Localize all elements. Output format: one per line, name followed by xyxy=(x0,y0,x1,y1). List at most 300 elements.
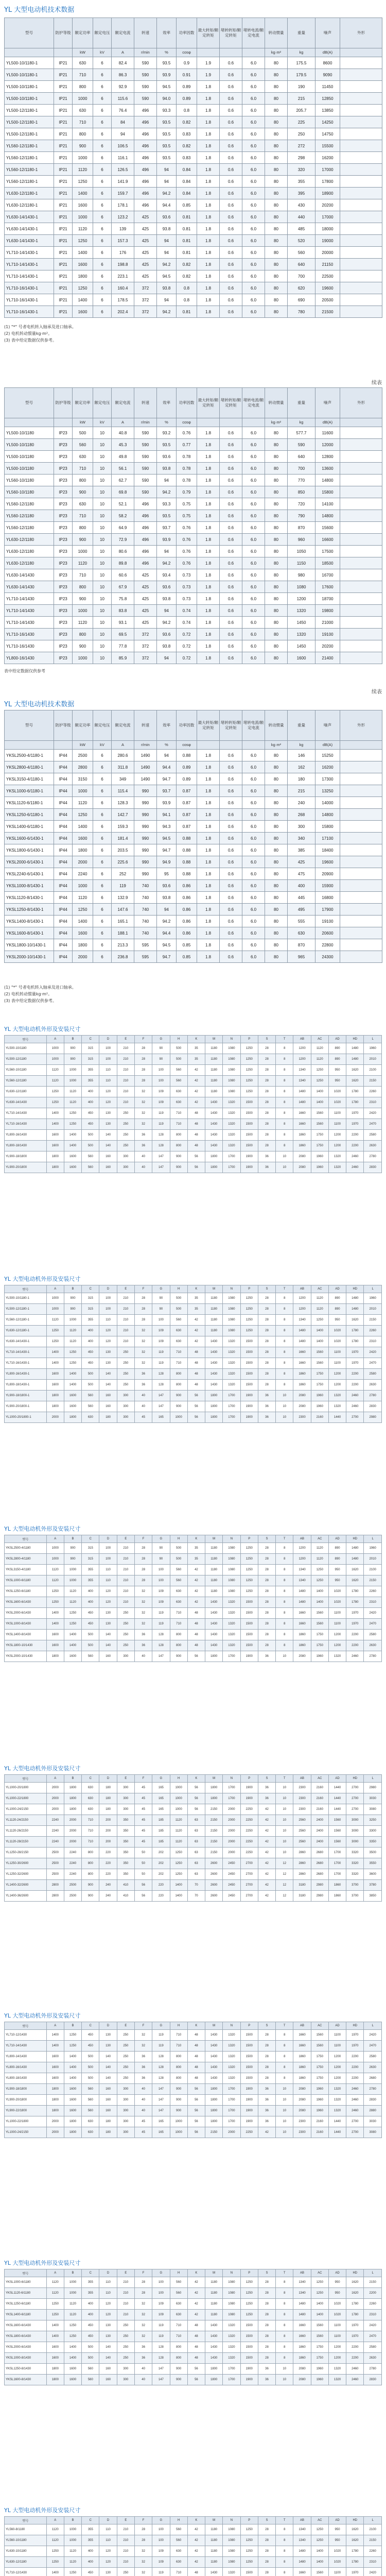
column-header: F xyxy=(134,1036,152,1043)
value-cell: 165 xyxy=(152,1793,170,1804)
value-cell: 3350 xyxy=(364,1837,382,1848)
value-cell: 8 xyxy=(276,2535,293,2546)
value-cell xyxy=(340,176,382,188)
value-cell: 2460 xyxy=(346,1391,364,1401)
value-cell: 1400 xyxy=(46,1108,64,1119)
value-cell: 1700 xyxy=(223,1401,240,1412)
value-cell: IP23 xyxy=(54,439,73,451)
value-cell: 10 xyxy=(93,522,112,534)
value-cell xyxy=(340,617,382,629)
value-cell xyxy=(340,904,382,916)
value-cell: 1700 xyxy=(223,1783,240,1793)
value-cell: 1.8 xyxy=(197,939,220,951)
column-header: K xyxy=(187,1775,205,1783)
value-cell: 188.1 xyxy=(112,927,134,939)
unit-header: cosφ xyxy=(177,418,197,427)
value-cell: 400 xyxy=(82,1597,99,1608)
value-cell: 1080 xyxy=(223,2557,240,2568)
value-cell: 496 xyxy=(134,164,157,176)
value-cell: 1100 xyxy=(328,2331,346,2342)
value-cell: 128 xyxy=(152,2353,170,2364)
value-cell: 1340 xyxy=(293,2524,311,2535)
value-cell: 300 xyxy=(117,1651,134,1662)
value-cell: 28 xyxy=(258,1380,275,1391)
value-cell: 159.3 xyxy=(112,821,134,833)
value-cell: 1080 xyxy=(288,581,315,593)
value-cell: 1400 xyxy=(73,247,93,259)
value-cell: 10 xyxy=(276,1826,293,1837)
value-cell: 160 xyxy=(99,2364,117,2375)
value-cell: 0.6 xyxy=(220,81,242,93)
column-header: H xyxy=(170,1285,187,1293)
value-cell: 2580 xyxy=(364,1630,382,1640)
value-cell: 1700 xyxy=(223,2084,240,2095)
value-cell: 28 xyxy=(258,2342,275,2353)
value-cell: 315 xyxy=(82,1304,99,1315)
value-cell: 1860 xyxy=(293,1130,311,1141)
value-cell: 1960 xyxy=(364,1043,382,1054)
value-cell: 950 xyxy=(328,2524,346,2535)
value-cell: 2470 xyxy=(364,1119,382,1130)
value-cell: 42 xyxy=(258,1804,275,1815)
value-cell: 1080 xyxy=(223,1043,240,1054)
value-cell: 0.6 xyxy=(220,892,242,904)
column-header: AD xyxy=(328,1535,346,1543)
model-cell: YKSL3150-4/1180-1 xyxy=(5,773,54,785)
model-cell: YL800-14/1430 xyxy=(5,2052,47,2062)
column-header: 功率因数 xyxy=(177,388,197,418)
table-row xyxy=(5,904,382,916)
value-cell: 900 xyxy=(73,593,93,605)
value-cell: 2000 xyxy=(223,1815,240,1826)
column-header: A xyxy=(46,2022,64,2030)
value-cell: 80 xyxy=(265,581,288,593)
model-cell: YL560-10/1180 xyxy=(5,486,54,498)
value-cell: 560 xyxy=(170,2535,187,2546)
value-cell: 496 xyxy=(134,522,157,534)
value-cell: 1560 xyxy=(311,1108,328,1119)
value-cell: 1080 xyxy=(223,1293,240,1304)
value-cell: 560 xyxy=(82,2095,99,2106)
value-cell: 250 xyxy=(117,2568,134,2576)
value-cell: 500 xyxy=(73,427,93,439)
value-cell: 6.0 xyxy=(242,211,265,223)
value-cell: 8 xyxy=(276,2041,293,2052)
value-cell xyxy=(340,809,382,821)
value-cell: IP44 xyxy=(54,821,73,833)
value-cell: 17300 xyxy=(315,773,340,785)
value-cell: 1430 xyxy=(205,1640,223,1651)
value-cell xyxy=(340,773,382,785)
value-cell: 28 xyxy=(134,1543,152,1554)
table-row xyxy=(5,2557,382,2568)
column-header: 重量 xyxy=(288,18,315,48)
value-cell: 94.4 xyxy=(157,761,177,773)
value-cell: 140 xyxy=(99,2052,117,2062)
value-cell: 0.84 xyxy=(177,164,197,176)
value-cell: 2250 xyxy=(240,1848,258,1858)
value-cell: 40 xyxy=(134,1151,152,1162)
value-cell: 1750 xyxy=(311,2062,328,2073)
value-cell: 1080 xyxy=(223,2535,240,2546)
value-cell: 42 xyxy=(258,1880,275,1891)
value-cell: IP23 xyxy=(54,546,73,557)
value-cell: 2780 xyxy=(364,1151,382,1162)
model-cell: YL710-14/1430-1 xyxy=(5,270,54,282)
value-cell: 1.8 xyxy=(197,569,220,581)
value-cell: 28 xyxy=(258,1087,275,1097)
value-cell: 2310 xyxy=(364,2310,382,2320)
model-cell: YL710-16/1430-1 xyxy=(5,282,54,294)
table-row xyxy=(5,797,382,809)
value-cell: 10 xyxy=(93,593,112,605)
value-cell: 1600 xyxy=(46,1130,64,1141)
value-cell: 630 xyxy=(170,1087,187,1097)
value-cell: 1250 xyxy=(240,1543,258,1554)
value-cell: 120 xyxy=(99,1586,117,1597)
value-cell: 1660 xyxy=(293,2041,311,2052)
value-cell: 315 xyxy=(82,1543,99,1554)
column-header: T xyxy=(276,1535,293,1543)
value-cell: 42 xyxy=(187,1575,205,1586)
table-row xyxy=(5,2568,382,2576)
value-cell: 300 xyxy=(117,1804,134,1815)
column-header: 重量 xyxy=(288,710,315,741)
value-cell: 93.6 xyxy=(157,880,177,892)
model-cell: YL630-14/1430-1 xyxy=(5,235,54,247)
value-cell: 1400 xyxy=(73,188,93,199)
model-cell: YL630-14/1430-1 xyxy=(5,211,54,223)
value-cell: 0.86 xyxy=(177,927,197,939)
value-cell: 2700 xyxy=(346,1783,364,1793)
value-cell: 100 xyxy=(152,2524,170,2535)
value-cell: 2830 xyxy=(364,2375,382,2385)
value-cell: 165 xyxy=(152,2127,170,2138)
model-cell: YKSL1800-6/1430-1 xyxy=(5,844,54,856)
column-header: A xyxy=(46,1535,64,1543)
value-cell: 1080 xyxy=(223,2546,240,2557)
value-cell: 45 xyxy=(134,1793,152,1804)
value-cell: 6.0 xyxy=(242,463,265,474)
value-cell: 1800 xyxy=(46,2095,64,2106)
value-cell: 14100 xyxy=(315,498,340,510)
value-cell: 1.8 xyxy=(197,270,220,282)
value-cell: 21500 xyxy=(315,306,340,318)
value-cell: 210 xyxy=(117,1065,134,1076)
value-cell: 590 xyxy=(134,427,157,439)
model-cell: YKSL1600-6/1430 xyxy=(5,2320,47,2331)
value-cell: 42 xyxy=(258,1837,275,1848)
model-cell: YL710-14/1430 xyxy=(5,1108,47,1119)
value-cell: 1000 xyxy=(170,1793,187,1804)
value-cell: 70 xyxy=(187,1880,205,1891)
value-cell: 300 xyxy=(117,1783,134,1793)
value-cell: 1500 xyxy=(240,2342,258,2353)
column-header: 重量 xyxy=(288,388,315,418)
column-header: G xyxy=(152,1036,170,1043)
value-cell: 28 xyxy=(258,1586,275,1597)
value-cell: 1600 xyxy=(64,1391,81,1401)
value-cell: 165 xyxy=(152,1783,170,1793)
unit-header: kW xyxy=(73,741,93,750)
model-cell: YKSL1250-6/1180-1 xyxy=(5,809,54,821)
value-cell: 1700 xyxy=(223,2106,240,2116)
value-cell: 128 xyxy=(152,1640,170,1651)
value-cell: 0.6 xyxy=(220,474,242,486)
value-cell: 560 xyxy=(82,1391,99,1401)
value-cell: 0.6 xyxy=(220,856,242,868)
value-cell: 2000 xyxy=(46,1804,64,1815)
table-row xyxy=(5,2299,382,2310)
value-cell: 89.8 xyxy=(112,557,134,569)
value-cell: 220 xyxy=(152,1880,170,1891)
value-cell: 10 xyxy=(93,652,112,664)
value-cell: 106.5 xyxy=(112,140,134,152)
value-cell: 10 xyxy=(93,581,112,593)
value-cell: 120 xyxy=(99,1097,117,1108)
value-cell: 1.8 xyxy=(197,773,220,785)
value-cell: 203.5 xyxy=(112,844,134,856)
value-cell: 1180 xyxy=(205,2299,223,2310)
value-cell: 300 xyxy=(117,1793,134,1804)
value-cell: 0.6 xyxy=(220,951,242,963)
value-cell: 93.5 xyxy=(157,152,177,164)
value-cell: 1780 xyxy=(346,1336,364,1347)
value-cell: 2700 xyxy=(346,1412,364,1423)
model-cell: YL630-12/1180 xyxy=(5,546,54,557)
value-cell: 48 xyxy=(187,1108,205,1119)
value-cell: 0.6 xyxy=(220,557,242,569)
value-cell: 890 xyxy=(328,1554,346,1565)
value-cell: 1430 xyxy=(205,2568,223,2576)
value-cell: 1430 xyxy=(205,2342,223,2353)
value-cell: 24300 xyxy=(315,951,340,963)
value-cell: 1200 xyxy=(328,2342,346,2353)
model-cell: YL630-14/1430 xyxy=(5,1097,47,1108)
value-cell: 3000 xyxy=(346,1815,364,1826)
model-cell: YL710-16/1430-1 xyxy=(5,294,54,306)
value-cell: 80 xyxy=(265,629,288,640)
model-cell: YKSL1000-6/1180 xyxy=(5,1575,47,1586)
value-cell: 94 xyxy=(157,546,177,557)
value-cell: 128 xyxy=(152,1630,170,1640)
value-cell: 1180 xyxy=(205,2535,223,2546)
value-cell: 1020 xyxy=(328,2310,346,2320)
value-cell: 2300 xyxy=(293,1804,311,1815)
value-cell: 1250 xyxy=(170,1858,187,1869)
column-header: AC xyxy=(311,1775,328,1783)
model-cell: YKSL1800-6/1430 xyxy=(5,2331,47,2342)
value-cell: 1900 xyxy=(240,1401,258,1412)
value-cell: 1250 xyxy=(46,1087,64,1097)
value-cell: 6.0 xyxy=(242,294,265,306)
value-cell: 42 xyxy=(187,2546,205,2557)
value-cell: 1.8 xyxy=(197,640,220,652)
value-cell: 496 xyxy=(134,510,157,522)
value-cell: 620 xyxy=(288,282,315,294)
value-cell: 10 xyxy=(93,546,112,557)
value-cell: 1320 xyxy=(223,1141,240,1151)
model-cell: YL1000-20/1800-1 xyxy=(5,1412,47,1423)
value-cell: 28 xyxy=(258,1315,275,1326)
value-cell: 93.8 xyxy=(157,282,177,294)
value-cell: 1.8 xyxy=(197,761,220,773)
value-cell: 128 xyxy=(152,1141,170,1151)
column-header: N xyxy=(223,2022,240,2030)
value-cell: 1250 xyxy=(64,1347,81,1358)
value-cell: 372 xyxy=(134,294,157,306)
value-cell: 1000 xyxy=(64,2535,81,2546)
column-header: AC xyxy=(311,1535,328,1543)
model-cell: YL630-12/1180-1 xyxy=(5,1326,47,1336)
value-cell xyxy=(340,569,382,581)
value-cell: 1430 xyxy=(205,1108,223,1119)
model-cell: YL1400-32/2600 xyxy=(5,1880,47,1891)
value-cell: 2460 xyxy=(346,1401,364,1412)
value-cell: 1120 xyxy=(64,1336,81,1347)
value-cell: 1970 xyxy=(346,2320,364,2331)
value-cell: 1200 xyxy=(328,1141,346,1151)
value-cell: 8 xyxy=(276,2353,293,2364)
table-row xyxy=(5,1336,382,1347)
model-cell: YL900-18/1800 xyxy=(5,1151,47,1162)
value-cell: 485 xyxy=(288,223,315,235)
value-cell: 1.8 xyxy=(197,128,220,140)
value-cell: 6.0 xyxy=(242,939,265,951)
value-cell: 450 xyxy=(82,1347,99,1358)
value-cell: 340 xyxy=(288,833,315,844)
value-cell xyxy=(340,640,382,652)
value-cell: 93.6 xyxy=(157,211,177,223)
table-row xyxy=(5,2106,382,2116)
value-cell: 28 xyxy=(258,2568,275,2576)
value-cell: 35 xyxy=(187,1293,205,1304)
value-cell: 42 xyxy=(187,1326,205,1336)
table-row xyxy=(5,1130,382,1141)
column-header: L xyxy=(364,1775,382,1783)
value-cell: 740 xyxy=(134,892,157,904)
value-cell: 770 xyxy=(288,474,315,486)
value-cell: 42 xyxy=(258,2127,275,2138)
value-cell: 1000 xyxy=(73,785,93,797)
value-cell: 1430 xyxy=(205,1141,223,1151)
value-cell: 1320 xyxy=(223,2568,240,2576)
value-cell: 17900 xyxy=(315,904,340,916)
value-cell: 630 xyxy=(170,2299,187,2310)
value-cell: 250 xyxy=(117,1108,134,1119)
column-header: F xyxy=(134,2022,152,2030)
value-cell: 0.76 xyxy=(177,546,197,557)
value-cell: IP44 xyxy=(54,927,73,939)
value-cell: 1800 xyxy=(46,2375,64,2385)
value-cell: 36 xyxy=(258,2106,275,2116)
value-cell: 20600 xyxy=(315,927,340,939)
table-row xyxy=(5,522,382,534)
section-title: YL 大型电动机外形及安装尺寸 xyxy=(4,1526,81,1532)
model-cell: YL630-12/1180-1 xyxy=(5,188,54,199)
column-header: AC xyxy=(311,2517,328,2524)
value-cell: 18700 xyxy=(315,593,340,605)
value-cell: 1430 xyxy=(205,1119,223,1130)
value-cell: 93.8 xyxy=(157,892,177,904)
value-cell: 80 xyxy=(265,785,288,797)
value-cell xyxy=(340,761,382,773)
value-cell: 1.8 xyxy=(197,821,220,833)
value-cell: 2240 xyxy=(64,1848,81,1858)
value-cell: 500 xyxy=(82,1640,99,1651)
value-cell: 300 xyxy=(117,1162,134,1173)
value-cell: 17000 xyxy=(315,211,340,223)
value-cell: 1560 xyxy=(328,1837,346,1848)
value-cell: 496 xyxy=(134,128,157,140)
value-cell: 1180 xyxy=(205,2557,223,2568)
value-cell: 180 xyxy=(99,1783,117,1793)
model-cell: YL1250-28/2150 xyxy=(5,1848,47,1858)
value-cell: 94.4 xyxy=(157,927,177,939)
model-cell: YKSL1600-8/1430 xyxy=(5,2375,47,2385)
value-cell: 0.81 xyxy=(177,223,197,235)
value-cell: 130 xyxy=(99,1347,117,1358)
unit-header xyxy=(54,418,73,427)
value-cell: 6 xyxy=(93,927,112,939)
value-cell: 8 xyxy=(276,1304,293,1315)
table-row xyxy=(5,1630,382,1640)
value-cell: 165 xyxy=(152,2116,170,2127)
value-cell: 1800 xyxy=(205,2106,223,2116)
value-cell: 10 xyxy=(276,2095,293,2106)
value-cell: 84 xyxy=(112,116,134,128)
model-cell: YL560-12/1180 xyxy=(5,510,54,522)
value-cell: 1.8 xyxy=(197,605,220,617)
value-cell: 0.81 xyxy=(177,306,197,318)
value-cell: 496 xyxy=(134,188,157,199)
value-cell: 990 xyxy=(134,809,157,821)
table-row xyxy=(5,1826,382,1837)
value-cell: 56 xyxy=(187,2364,205,2375)
value-cell xyxy=(340,486,382,498)
value-cell: 6.0 xyxy=(242,140,265,152)
column-header: 转动惯量 xyxy=(265,18,288,48)
value-cell: 500 xyxy=(82,1369,99,1380)
value-cell xyxy=(340,235,382,247)
value-cell: 28 xyxy=(258,1619,275,1630)
value-cell: 210 xyxy=(117,2299,134,2310)
value-cell: 1500 xyxy=(240,1630,258,1640)
value-cell: 1660 xyxy=(293,2331,311,2342)
value-cell: 1320 xyxy=(223,1608,240,1619)
model-cell: YL1120-26/2150 xyxy=(5,1826,47,1837)
value-cell: 1000 xyxy=(46,1293,64,1304)
value-cell: 900 xyxy=(170,2106,187,2116)
value-cell: IP23 xyxy=(54,463,73,474)
value-cell: 1400 xyxy=(46,1119,64,1130)
value-cell: 1250 xyxy=(64,1619,81,1630)
value-cell: 42 xyxy=(187,1565,205,1575)
value-cell: 1400 xyxy=(311,2557,328,2568)
value-cell: 147.6 xyxy=(112,904,134,916)
column-header: P xyxy=(240,1285,258,1293)
value-cell: 1320 xyxy=(223,1119,240,1130)
column-header: 额定功率 xyxy=(73,710,93,741)
value-cell: 590 xyxy=(134,93,157,105)
value-cell: 990 xyxy=(134,856,157,868)
value-cell: 1780 xyxy=(346,2557,364,2568)
value-cell: 10 xyxy=(276,1162,293,1173)
value-cell: 140 xyxy=(99,2342,117,2353)
value-cell: 1750 xyxy=(311,2342,328,2353)
value-cell: 0.6 xyxy=(220,629,242,640)
value-cell: 213.3 xyxy=(112,939,134,951)
